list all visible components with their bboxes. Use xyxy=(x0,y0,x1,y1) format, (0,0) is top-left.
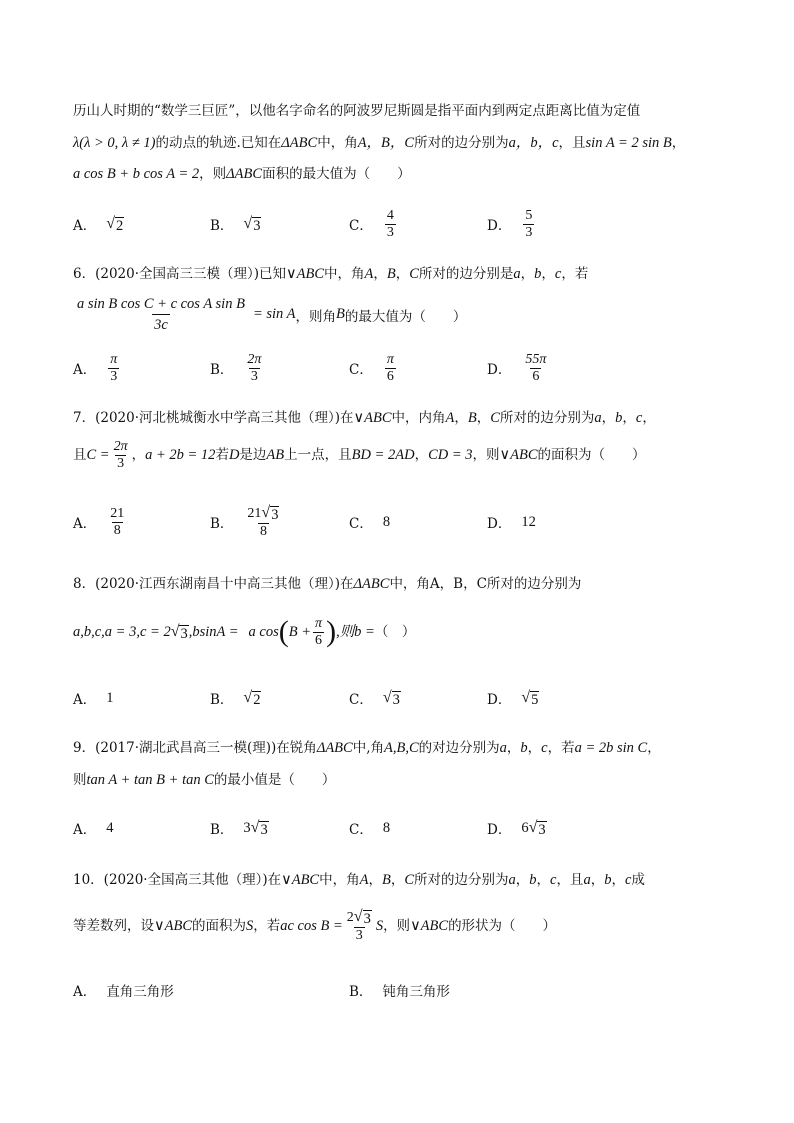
q7-cd-condition: CD = 3 xyxy=(428,447,473,463)
q6-text: ， xyxy=(395,266,410,282)
q7-var: c xyxy=(635,410,643,426)
q6-var: B xyxy=(386,266,396,282)
q10-text: 成 xyxy=(631,872,645,888)
q7-text: ， xyxy=(131,447,146,463)
q8-text: （ ） xyxy=(374,624,416,640)
q5-angles: A，B，C xyxy=(357,135,415,151)
q9-text: ， xyxy=(527,740,542,756)
numerator-coefficient: 21 xyxy=(247,506,262,521)
sqrt-expression: √ 3 xyxy=(261,504,279,523)
denominator: 3 xyxy=(525,224,533,240)
option-label: C． xyxy=(349,516,373,532)
q7-text: ， xyxy=(454,410,468,426)
option-label: D． xyxy=(487,362,512,378)
q10-var: c xyxy=(550,872,557,888)
q6-equation xyxy=(73,294,466,335)
numerator: 2π xyxy=(113,438,128,454)
q9-tan-sum: tan A + tan B + tan C xyxy=(86,772,214,788)
denominator: 8 xyxy=(259,524,267,539)
q6-option-b[interactable] xyxy=(210,346,265,390)
q7-text: 的面积为（ ） xyxy=(537,447,646,463)
fraction xyxy=(385,352,396,385)
q5-cos-condition: a cos B + b cos A = 2 xyxy=(73,166,200,182)
denominator: 6 xyxy=(315,632,323,648)
q7-text: ，则 xyxy=(472,447,500,463)
q10-var: B xyxy=(381,872,391,888)
sqrt-expression: √ 2 xyxy=(243,688,261,708)
option-label: D． xyxy=(487,516,512,532)
q8-conditions: a,b,c,a = 3,c = 2 xyxy=(73,624,171,640)
q5-sin-condition: sin A = 2 sin B xyxy=(585,135,672,151)
q7-line-1 xyxy=(73,408,734,428)
q10-triangle: ∨ABC xyxy=(154,918,192,934)
q6-option-c[interactable] xyxy=(349,346,398,390)
fraction xyxy=(385,208,396,241)
option-label: C． xyxy=(349,362,373,378)
q6-triangle: ∨ABC xyxy=(286,266,325,282)
q10-condition: ac cos B = xyxy=(280,918,343,934)
q7-line-2 xyxy=(73,433,734,477)
sqrt-expression: √ 3 xyxy=(353,908,371,927)
denominator: 3 xyxy=(250,368,258,384)
q7-var: a xyxy=(594,410,602,426)
radicand: 3 xyxy=(253,217,261,234)
option-value: 8 xyxy=(382,513,391,530)
q8-triangle: ΔABC xyxy=(353,576,390,592)
sqrt-expression: √ 2 xyxy=(106,214,124,234)
q9-option-b[interactable] xyxy=(210,806,269,850)
q7-text: 上一点，且 xyxy=(284,447,352,463)
q9-triangle: ΔABC xyxy=(316,740,353,756)
q7-text: ， xyxy=(622,410,636,426)
q5-lambda: λ(λ > 0, λ ≠ 1) xyxy=(73,135,156,151)
q6-options xyxy=(73,346,733,390)
q7-bd-condition: BD = 2AD xyxy=(351,447,415,463)
q7-triangle: ∨ABC xyxy=(499,447,538,463)
q6-text: ， xyxy=(373,266,387,282)
denominator: 3 xyxy=(386,224,394,240)
q7-text: 是边 xyxy=(239,447,267,463)
fraction xyxy=(245,352,263,385)
q10-text: ， xyxy=(590,872,605,888)
q7-var: B xyxy=(467,410,477,426)
q9-var: c xyxy=(541,740,548,756)
option-label: B． xyxy=(210,516,234,532)
q10-var: a xyxy=(583,872,591,888)
q7-text: ， xyxy=(642,410,656,426)
q10-var: c xyxy=(624,872,632,888)
numerator: 21 xyxy=(110,505,125,521)
radicand: 3 xyxy=(392,691,400,708)
option-value: 8 xyxy=(382,819,391,836)
q5-line-2 xyxy=(73,133,734,153)
q5-text: 的动点的轨迹.已知在 xyxy=(155,135,282,151)
q8-text: 中，角A，B，C所对的边分别为 xyxy=(389,576,582,592)
denominator: 6 xyxy=(532,368,540,384)
q7-triangle: ∨ABC xyxy=(353,410,392,426)
numerator: 2π xyxy=(247,351,262,367)
q8-find-b: ,则b = xyxy=(336,624,375,640)
q9-option-c[interactable] xyxy=(349,806,390,850)
q10-var: S xyxy=(246,918,254,934)
q9-source: 9．(2017·湖北武昌高三一模(理))在锐角 xyxy=(73,740,317,756)
q7-var: D xyxy=(228,447,240,463)
q10-text: ，若 xyxy=(253,918,281,934)
denominator: 3c xyxy=(152,314,170,335)
option-label: A． xyxy=(73,692,97,708)
q9-option-a[interactable] xyxy=(73,806,114,850)
q7-side-condition: a + 2b = 12 xyxy=(145,447,216,463)
q10-text: 的面积为 xyxy=(192,918,246,934)
q6-var: A xyxy=(364,266,374,282)
q9-text: 的最小值是（ ） xyxy=(213,772,336,788)
numerator: π xyxy=(110,351,118,367)
q7-angle-c: C = xyxy=(86,447,110,463)
sqrt-expression: √ 3 xyxy=(170,622,188,642)
option-label: B． xyxy=(210,822,234,838)
q9-text: ， xyxy=(506,740,521,756)
q6-source: 6．(2020·全国高三三模（理）)已知 xyxy=(73,266,287,282)
option-label: A． xyxy=(73,218,97,234)
denominator: 6 xyxy=(386,368,394,384)
q5-triangle: ΔABC xyxy=(226,166,263,182)
q8-option-b[interactable] xyxy=(210,676,261,720)
q10-text: ，且 xyxy=(556,872,584,888)
fraction xyxy=(112,439,130,472)
numerator: π xyxy=(386,351,394,367)
q9-option-d[interactable] xyxy=(487,806,547,850)
q8-option-d[interactable] xyxy=(487,676,539,720)
radicand: 2 xyxy=(116,217,124,234)
q10-text: 中，角 xyxy=(319,872,360,888)
sqrt-expression: √ 3 xyxy=(250,818,268,838)
q6-text: 中，角 xyxy=(324,266,365,282)
q10-var: S xyxy=(375,918,384,934)
q6-text: 所对的边分别是 xyxy=(418,266,514,282)
radicand: 3 xyxy=(363,911,371,927)
q6-option-d[interactable] xyxy=(487,346,550,390)
q9-line-1 xyxy=(73,738,734,758)
q7-text: ， xyxy=(476,410,491,426)
q10-option-a[interactable] xyxy=(73,968,174,1012)
radicand: 3 xyxy=(180,625,188,642)
numerator: 4 xyxy=(386,207,394,223)
fraction xyxy=(75,294,247,335)
q9-text: ，若 xyxy=(547,740,575,756)
q8-source: 8．(2020·江西东湖南昌十中高三其他（理）)在 xyxy=(73,576,354,592)
q9-var: b xyxy=(520,740,528,756)
q10-var: A xyxy=(359,872,369,888)
denominator: 3 xyxy=(110,368,118,384)
q6-text: ，若 xyxy=(561,266,589,282)
q7-option-a[interactable] xyxy=(73,500,128,544)
fraction xyxy=(313,616,324,649)
q10-text: 所对的边分别为 xyxy=(414,872,509,888)
option-label: B． xyxy=(349,984,373,1000)
q8-option-c[interactable] xyxy=(349,676,401,720)
q10-source: 10．(2020·全国高三其他（理）)在 xyxy=(73,872,282,888)
q10-var: C xyxy=(404,872,414,888)
q7-option-b[interactable] xyxy=(210,500,283,544)
q5-line-1 xyxy=(73,101,734,121)
q10-text: ， xyxy=(515,872,530,888)
option-label: B． xyxy=(210,692,234,708)
q7-text: ， xyxy=(414,447,429,463)
option-value: 1 xyxy=(106,689,114,706)
q9-text: 则 xyxy=(73,772,87,788)
left-paren: ( xyxy=(278,615,289,648)
q8-option-a[interactable] xyxy=(73,676,114,720)
q10-option-b[interactable] xyxy=(349,968,450,1012)
option-label: A． xyxy=(73,516,97,532)
coefficient: 6 xyxy=(521,819,529,836)
option-value: 12 xyxy=(521,513,536,530)
q8-line-1 xyxy=(73,574,734,594)
q9-line-2 xyxy=(73,770,734,790)
q7-options xyxy=(73,500,733,544)
q9-condition: a = 2b sin C xyxy=(574,740,648,756)
option-label: B． xyxy=(210,218,234,234)
q9-text: 的对边分别为 xyxy=(418,740,500,756)
q5-option-a[interactable] xyxy=(73,202,124,246)
q10-var: a xyxy=(508,872,516,888)
right-paren: ) xyxy=(326,615,337,648)
q8-options xyxy=(73,676,733,720)
option-value: 4 xyxy=(106,819,114,836)
q5-text: ，且 xyxy=(558,135,586,151)
q9-options xyxy=(73,806,733,850)
q7-source: 7．(2020·河北桃城衡水中学高三其他（理）)在 xyxy=(73,410,354,426)
option-label: C． xyxy=(349,822,373,838)
q6-line-1 xyxy=(73,264,734,284)
q5-option-c[interactable] xyxy=(349,202,398,246)
q7-text: 若 xyxy=(215,447,229,463)
denominator: 3 xyxy=(117,455,125,471)
q10-text: ， xyxy=(536,872,550,888)
radicand: 3 xyxy=(260,821,268,838)
q6-text: ， xyxy=(541,266,555,282)
q5-text: 历山人时期的“数学三巨匠”，以他名字命名的阿波罗尼斯圆是指平面内到两定点距离比值为定值 xyxy=(73,103,641,119)
q7-option-d[interactable] xyxy=(487,500,536,544)
q6-var: c xyxy=(554,266,562,282)
q7-text: 中，内角 xyxy=(391,410,446,426)
option-label: A． xyxy=(73,822,97,838)
q7-var: A xyxy=(445,410,455,426)
option-label: D． xyxy=(487,822,512,838)
q6-text: ， xyxy=(520,266,535,282)
fraction xyxy=(245,504,281,540)
radicand: 3 xyxy=(538,821,546,838)
q6-var: b xyxy=(534,266,542,282)
option-value: 钝角三角形 xyxy=(382,984,450,1000)
fraction xyxy=(108,506,126,539)
q8-acos: a cos xyxy=(248,624,279,640)
q5-text: 面积的最大值为（ ） xyxy=(262,166,411,182)
fraction xyxy=(345,908,374,944)
q10-text: ， xyxy=(368,872,382,888)
q7-option-c[interactable] xyxy=(349,500,390,544)
q7-text: 所对的边分别为 xyxy=(499,410,595,426)
q6-text: ，则角 xyxy=(295,308,337,325)
sqrt-expression: √ 3 xyxy=(382,688,400,708)
q10-line-2 xyxy=(73,904,734,948)
q5-line-3 xyxy=(73,164,734,184)
q5-options xyxy=(73,202,733,246)
q10-line-1 xyxy=(73,870,734,890)
coefficient: 3 xyxy=(243,819,251,836)
radicand: 2 xyxy=(253,691,261,708)
q5-text: 中，角 xyxy=(317,135,358,151)
q6-option-a[interactable] xyxy=(73,346,121,390)
q10-text: ，则 xyxy=(383,918,411,934)
q5-sides: a，b，c xyxy=(508,135,559,151)
q5-text: ， xyxy=(671,135,686,151)
q5-option-b[interactable] xyxy=(210,202,261,246)
q5-triangle: ΔABC xyxy=(281,135,318,151)
q8-line-2 xyxy=(73,610,734,654)
sqrt-expression: √ 3 xyxy=(243,214,261,234)
q10-text: ， xyxy=(611,872,625,888)
denominator: 8 xyxy=(113,522,121,538)
q10-triangle: ∨ABC xyxy=(410,918,449,934)
numerator-coefficient: 2 xyxy=(346,910,354,925)
q10-var: b xyxy=(529,872,537,888)
q7-text: ， xyxy=(601,410,616,426)
fraction xyxy=(523,208,534,241)
q8-condition: ,bsinA = xyxy=(188,624,239,640)
q6-var: a xyxy=(513,266,521,282)
q5-text: 所对的边分别为 xyxy=(414,135,509,151)
q10-var: b xyxy=(604,872,612,888)
option-label: A． xyxy=(73,984,97,1000)
fraction xyxy=(108,352,119,385)
fraction xyxy=(523,352,548,385)
numerator: a sin B cos C + c cos A sin B xyxy=(77,296,245,312)
q7-var: C xyxy=(490,410,500,426)
q8-angle-b: B + xyxy=(288,624,312,640)
option-label: C． xyxy=(349,692,373,708)
q9-angles: A,B,C xyxy=(384,740,419,756)
q10-text: 的形状为（ ） xyxy=(448,918,557,934)
q7-var: AB xyxy=(266,447,285,463)
q7-var: b xyxy=(615,410,623,426)
q9-var: a xyxy=(499,740,507,756)
q6-rhs: = sin A xyxy=(252,306,296,322)
q7-text: 且 xyxy=(73,447,87,463)
q6-var: B xyxy=(336,306,345,322)
numerator: 55π xyxy=(525,351,547,367)
q5-option-d[interactable] xyxy=(487,202,536,246)
q10-text: 等差数列，设 xyxy=(73,918,154,934)
q6-var: C xyxy=(409,266,419,282)
denominator: 3 xyxy=(355,928,363,943)
q10-text: ， xyxy=(390,872,405,888)
q9-text: 中,角 xyxy=(352,740,385,756)
q9-text: ， xyxy=(647,740,661,756)
option-label: D． xyxy=(487,692,512,708)
q10-options xyxy=(73,968,733,1012)
option-value: 直角三角形 xyxy=(106,984,174,1000)
numerator: π xyxy=(315,615,323,631)
numerator: 5 xyxy=(525,207,533,223)
q5-text: ，则 xyxy=(199,166,227,182)
option-label: C． xyxy=(349,218,373,234)
q6-text: 的最大值为（ ） xyxy=(344,308,467,325)
option-label: A． xyxy=(73,362,97,378)
q10-triangle: ∨ABC xyxy=(281,872,320,888)
radicand: 3 xyxy=(271,507,279,523)
radicand: 5 xyxy=(531,691,539,708)
sqrt-expression: √ 5 xyxy=(521,688,539,708)
sqrt-expression: √ 3 xyxy=(528,818,546,838)
option-label: B． xyxy=(210,362,234,378)
option-label: D． xyxy=(487,218,512,234)
